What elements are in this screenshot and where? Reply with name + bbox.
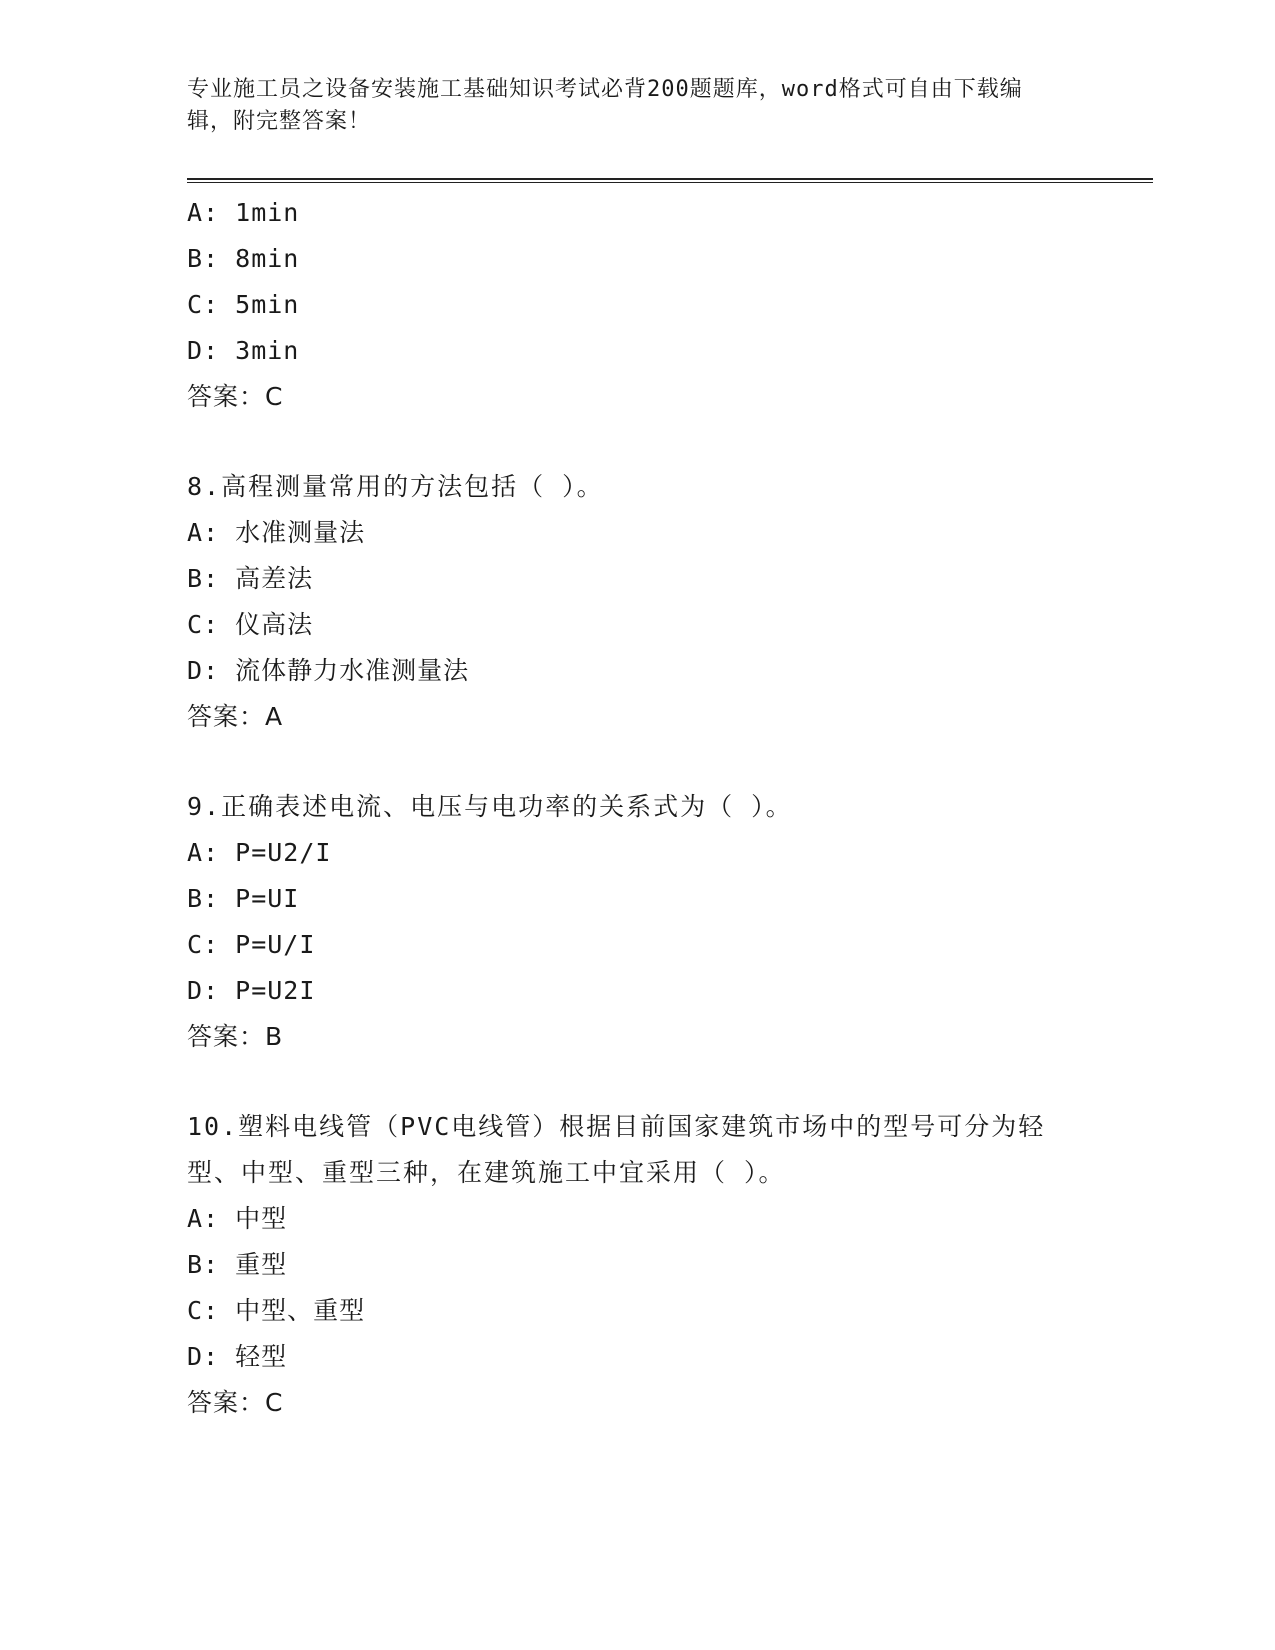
option-b: B: 8min (187, 244, 300, 273)
option-a: A: P=U2/I (187, 838, 332, 867)
question-stem: 8.高程测量常用的方法包括（ ）。 (187, 472, 604, 501)
spacer (187, 1060, 1127, 1104)
option-a: A: 1min (187, 198, 300, 227)
option-c: C: 5min (187, 290, 300, 319)
option-b: B: 重型 (187, 1250, 288, 1279)
option-d: D: 流体静力水准测量法 (187, 656, 470, 685)
question-list (187, 190, 1127, 1426)
spacer (187, 740, 1127, 784)
option-c: C: 中型、重型 (187, 1296, 366, 1325)
question-block-8 (187, 464, 1127, 740)
question-stem: 10.塑料电线管（PVC电线管）根据目前国家建筑市场中的型号可分为轻型、中型、重型三种，在建筑施工中宜采用（ ）。 (187, 1112, 1046, 1187)
answer-label: 答案：A (187, 702, 284, 731)
option-c: C: P=U/I (187, 930, 316, 959)
option-a: A: 水准测量法 (187, 518, 366, 547)
option-d: D: 轻型 (187, 1342, 288, 1371)
option-d: D: P=U2I (187, 976, 316, 1005)
option-d: D: 3min (187, 336, 300, 365)
option-a: A: 中型 (187, 1204, 288, 1233)
spacer (187, 420, 1127, 464)
option-b: B: 高差法 (187, 564, 314, 593)
question-block-9 (187, 784, 1127, 1060)
option-b: B: P=UI (187, 884, 300, 913)
question-block-7 (187, 190, 1127, 420)
header-divider (187, 178, 1153, 183)
option-c: C: 仪高法 (187, 610, 314, 639)
answer-label: 答案：C (187, 382, 284, 411)
question-block-10 (187, 1104, 1127, 1426)
answer-label: 答案：C (187, 1388, 284, 1417)
question-stem: 9.正确表述电流、电压与电功率的关系式为（ ）。 (187, 792, 793, 821)
page-header-title: 专业施工员之设备安装施工基础知识考试必背200题题库，word格式可自由下载编辑，附完整答案！ (187, 77, 1023, 134)
answer-label: 答案：B (187, 1022, 284, 1051)
